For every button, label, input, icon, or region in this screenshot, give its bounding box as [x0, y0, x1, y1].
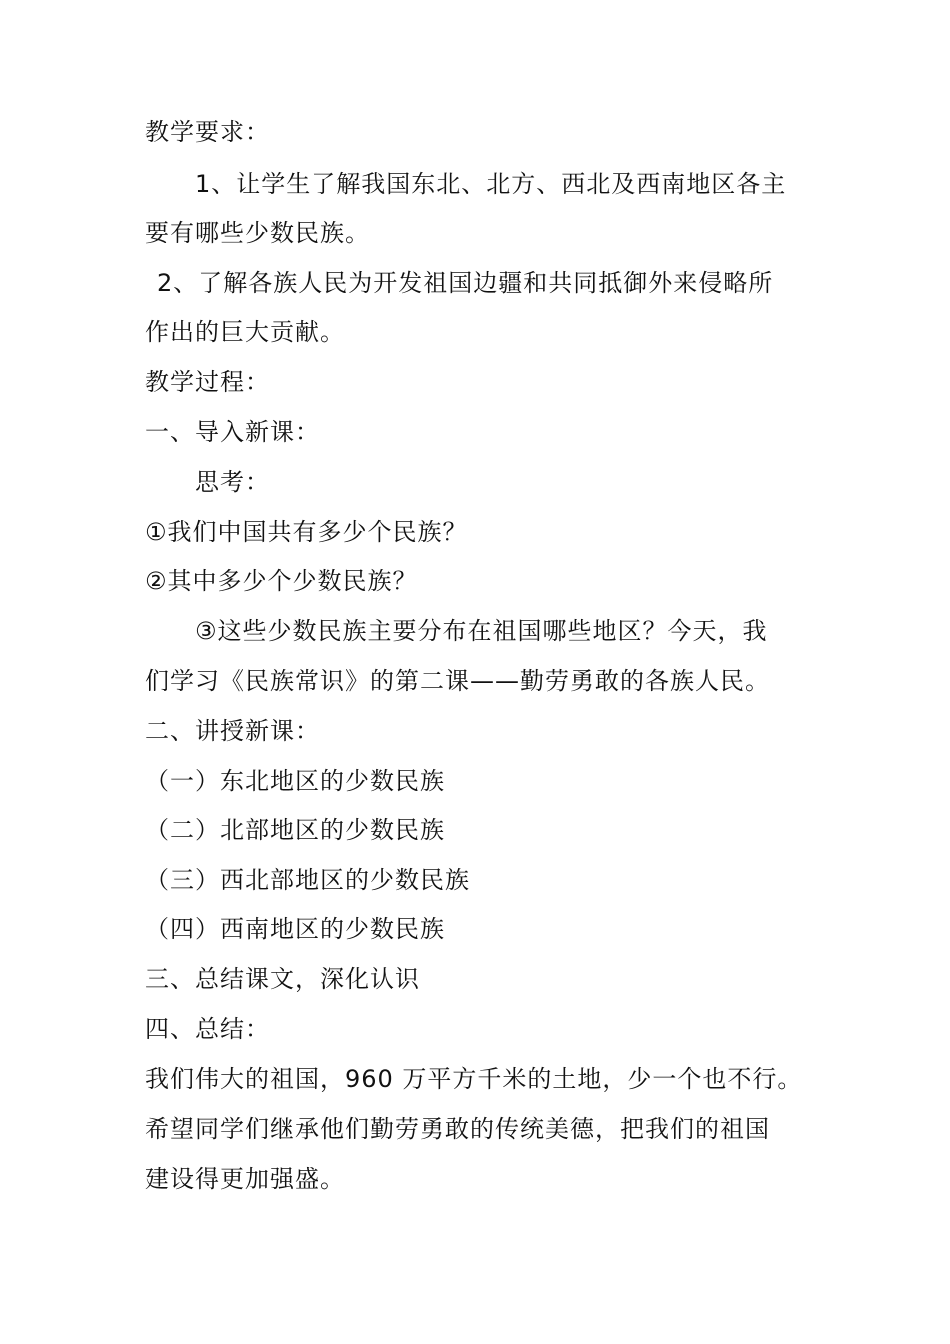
- section-1-heading: 一、导入新课：: [145, 418, 320, 446]
- requirement-1-line-1: 1、让学生了解我国东北、北方、西北及西南地区各主: [195, 170, 787, 198]
- summary-line-3: 建设得更加强盛。: [145, 1165, 345, 1193]
- summary-line-2: 希望同学们继承他们勤劳勇敢的传统美德，把我们的祖国: [145, 1115, 770, 1143]
- heading-teaching-requirements: 教学要求：: [145, 118, 270, 146]
- heading-teaching-process: 教学过程：: [145, 368, 270, 396]
- subsection-southwest: （四）西南地区的少数民族: [145, 915, 445, 943]
- subsection-northwest: （三）西北部地区的少数民族: [145, 866, 470, 894]
- question-2: ②其中多少个少数民族？: [145, 567, 418, 595]
- section-4-heading: 四、总结：: [145, 1015, 270, 1043]
- section-2-heading: 二、讲授新课：: [145, 717, 320, 745]
- summary-line-1: 我们伟大的祖国，960 万平方千米的土地，少一个也不行。: [145, 1065, 803, 1093]
- subsection-northeast: （一）东北地区的少数民族: [145, 767, 445, 795]
- requirement-2-line-2: 作出的巨大贡献。: [145, 318, 345, 346]
- section-3-heading: 三、总结课文，深化认识: [145, 965, 420, 993]
- question-1: ①我们中国共有多少个民族？: [145, 518, 468, 546]
- question-3-line-1: ③这些少数民族主要分布在祖国哪些地区？今天，我: [195, 617, 768, 645]
- question-3-line-2: 们学习《民族常识》的第二课——勤劳勇敢的各族人民。: [145, 667, 770, 695]
- requirement-2-line-1: 2、了解各族人民为开发祖国边疆和共同抵御外来侵略所: [157, 269, 774, 297]
- subsection-north: （二）北部地区的少数民族: [145, 816, 445, 844]
- requirement-1-line-2: 要有哪些少数民族。: [145, 219, 370, 247]
- think-label: 思考：: [195, 468, 270, 496]
